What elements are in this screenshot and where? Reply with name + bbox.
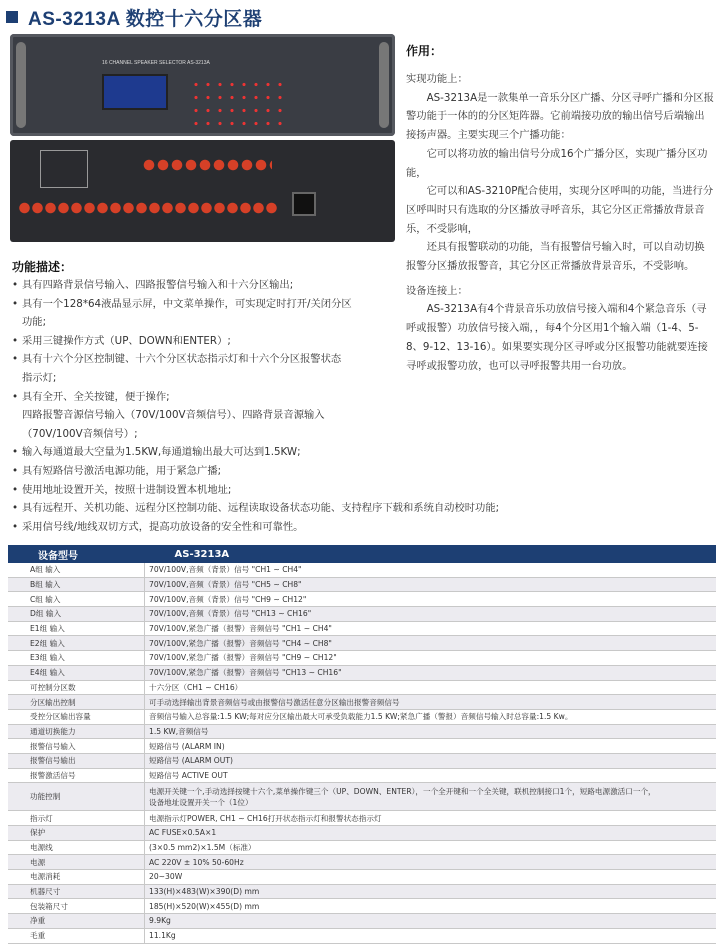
- spec-row: [8, 753, 716, 768]
- spec-value: 11.1Kg: [145, 928, 717, 943]
- spec-row: [8, 840, 716, 855]
- spec-body: [8, 563, 716, 943]
- spec-row: [8, 563, 716, 577]
- connect-label: 设备连接上：: [406, 284, 468, 297]
- spec-value: 70V/100V,紧急广播（报警）音频信号 "CH9 ~ CH12": [145, 651, 717, 666]
- spec-key: D组 输入: [8, 607, 145, 622]
- spec-key: B组 输入: [8, 577, 145, 592]
- input-terminals: [142, 152, 272, 182]
- spec-row: [8, 811, 716, 826]
- spec-value-line: 设备地址设置开关一个（1位）: [149, 797, 253, 807]
- spec-key: 指示灯: [8, 811, 145, 826]
- spec-row: [8, 870, 716, 885]
- rear-connector-panel: [40, 150, 88, 188]
- spec-value: 9.9Kg: [145, 914, 717, 929]
- spec-value: 1.5 KW,音频信号: [145, 724, 717, 739]
- spec-table: [8, 545, 716, 944]
- lcd-screen: [102, 74, 168, 110]
- spec-row: [8, 899, 716, 914]
- spec-key: 通道切换能力: [8, 724, 145, 739]
- spec-row: [8, 884, 716, 899]
- spec-row: [8, 914, 716, 929]
- spec-key: E3组 输入: [8, 651, 145, 666]
- spec-value: 可手动选择输出背景音频信号或由报警信号激活任意分区输出报警音频信号: [145, 695, 717, 710]
- feature-item: • 具有短路信号激活电源功能，用于紧急广播;: [12, 464, 222, 477]
- spec-value: 70V/100V,紧急广播（报警）音频信号 "CH13 ~ CH16": [145, 665, 717, 680]
- spec-value: 70V/100V,音频（背景）信号 "CH13 ~ CH16": [145, 607, 717, 622]
- spec-value: 70V/100V,紧急广播（报警）音频信号 "CH4 ~ CH8": [145, 636, 717, 651]
- features-title: 功能描述：: [12, 260, 73, 274]
- spec-row: [8, 577, 716, 592]
- feature-item: • 具有四路背景信号输入、四路报警信号输入和十六分区输出;: [12, 279, 294, 291]
- spec-row: [8, 680, 716, 695]
- output-terminals: [18, 196, 278, 220]
- spec-key: 电源: [8, 855, 145, 870]
- spec-value: 电源指示灯POWER, CH1 ~ CH16打开状态指示灯和报警状态指示灯: [145, 811, 717, 826]
- spec-key: 包装箱尺寸: [8, 899, 145, 914]
- spec-row: [8, 783, 716, 811]
- spec-value: 音频信号输入总容量:1.5 KW;每对应分区输出最大可承受负载能力1.5 KW;紧急广播（警报）音频信号输入时总容量:1.5 Kw。: [145, 709, 717, 724]
- spec-header-value: AS-3213A: [145, 545, 717, 563]
- feature-item: • 具有十六个分区控制键、十六个分区状态指示灯和十六个分区报警状态 指示灯;: [12, 353, 342, 384]
- spec-header-key: 设备型号: [8, 545, 145, 563]
- feature-item: • 采用信号线/地线双切方式，提高功放设备的安全性和可靠性。: [12, 520, 304, 533]
- spec-key: 电源消耗: [8, 870, 145, 885]
- spec-value: 70V/100V,紧急广播（报警）音频信号 "CH1 ~ CH4": [145, 621, 717, 636]
- spec-header-row: [8, 545, 716, 563]
- spec-key: 受控分区输出容量: [8, 709, 145, 724]
- spec-row: [8, 724, 716, 739]
- functions-paragraph: AS-3213A是一款集单一音乐分区广播、分区寻呼广播和分区报警功能于一体的的分区矩阵器。它前端接功放的输出信号后端输出接扬声器。主要实现三个广播功能：: [406, 91, 714, 142]
- spec-key: A组 输入: [8, 563, 145, 577]
- spec-key: 报警信号输入: [8, 739, 145, 754]
- page-title: [6, 6, 262, 28]
- spec-key: 可控制分区数: [8, 680, 145, 695]
- spec-value: 70V/100V,音频（背景）信号 "CH9 ~ CH12": [145, 592, 717, 607]
- spec-key: 功能控制: [8, 783, 145, 811]
- spec-row: [8, 826, 716, 841]
- spec-value-line: 电源开关键一个,手动选择按键十六个,菜单操作键三个（UP、DOWN、ENTER），一个全开键和一个全关键，联机控制接口1个，短路电源激活口一个，: [149, 786, 656, 796]
- spec-value: 70V/100V,音频（背景）信号 "CH1 ~ CH4": [145, 563, 717, 577]
- power-socket: [292, 192, 316, 216]
- spec-row: [8, 855, 716, 870]
- feature-item: • 使用地址设置开关，按照十进制设置本机地址;: [12, 483, 232, 496]
- title-text: AS-3213A 数控十六分区器: [28, 8, 263, 30]
- functions-title: 作用：: [406, 44, 443, 58]
- spec-row: [8, 665, 716, 680]
- spec-value: AC FUSE×0.5A×1: [145, 826, 717, 841]
- front-panel-label: 16 CHANNEL SPEAKER SELECTOR AS-3213A: [102, 60, 210, 66]
- rack-handle-left: [16, 42, 26, 128]
- feature-item: • 具有全开、全关按键，便于操作; 四路报警音源信号输入（70V/100V音频信号）、四路背景音源输入 （70V/100V音频信号）;: [12, 390, 325, 440]
- spec-key: 报警激活信号: [8, 768, 145, 783]
- spec-value: 十六分区（CH1 ~ CH16）: [145, 680, 717, 695]
- status-led-grid: [190, 78, 290, 132]
- spec-value: 短路信号 ACTIVE OUT: [145, 768, 717, 783]
- spec-key: 机器尺寸: [8, 884, 145, 899]
- device-rear-panel-image: [10, 140, 395, 242]
- spec-key: 报警信号输出: [8, 753, 145, 768]
- spec-row: [8, 621, 716, 636]
- functions-paragraph: 还具有报警联动的功能，当有报警信号输入时，可以自动切换报警分区播放报警音，其它分区正常播放背景音乐，不受影响。: [406, 241, 705, 273]
- spec-value: 133(H)×483(W)×390(D) mm: [145, 884, 717, 899]
- spec-key: 毛重: [8, 928, 145, 943]
- spec-value: 20~30W: [145, 870, 717, 885]
- spec-key: E2组 输入: [8, 636, 145, 651]
- spec-row: [8, 739, 716, 754]
- feature-item: • 采用三键操作方式（UP、DOWN和ENTER）;: [12, 334, 231, 347]
- spec-row: [8, 592, 716, 607]
- feature-item: • 输入每通道最大空量为1.5KW,每通道输出最大可达到1.5KW;: [12, 446, 301, 459]
- features-list: [10, 276, 590, 536]
- connect-text: AS-3213A有4个背景音乐功放信号接入端和4个紧急音乐（寻呼或报警）功放信号接入端，，每4个分区用1个输入端（1-4、5-8、9-12、13-16）。如果要实现分区寻呼或分区报警功能就要连接寻呼或报警功放，也可以寻呼报警共用一台功放。: [406, 303, 708, 372]
- spec-row: [8, 695, 716, 710]
- device-front-panel-image: [10, 34, 395, 136]
- spec-key: 分区输出控制: [8, 695, 145, 710]
- spec-value: [145, 783, 717, 811]
- spec-value: 短路信号 (ALARM OUT): [145, 753, 717, 768]
- spec-value: 70V/100V,音频（背景）信号 "CH5 ~ CH8": [145, 577, 717, 592]
- spec-key: E4组 输入: [8, 665, 145, 680]
- spec-key: 电源线: [8, 840, 145, 855]
- spec-row: [8, 709, 716, 724]
- feature-item: • 具有一个128*64液晶显示屏，中文菜单操作，可实现定时打开/关闭分区 功能;: [12, 297, 352, 329]
- spec-row: [8, 607, 716, 622]
- functions-paragraph: 它可以和AS-3210P配合使用，实现分区呼叫的功能，当进行分区呼叫时只有选取的分区播放寻呼音乐，其它分区正常播放背景音乐，不受影响，: [406, 185, 714, 235]
- functions-paragraph: 它可以将功放的输出信号分成16个广播分区，实现广播分区功能，: [406, 147, 708, 179]
- spec-key: 净重: [8, 914, 145, 929]
- intro-label: 实现功能上：: [406, 73, 468, 85]
- feature-item: • 具有远程开、关机功能、远程分区控制功能、远程读取设备状态功能、支持程序下载和系统自动校时功能;: [12, 502, 500, 515]
- spec-value: 短路信号 (ALARM IN): [145, 739, 717, 754]
- title-bullet-square: [6, 11, 18, 23]
- spec-value: (3×0.5 mm2)×1.5M（标准）: [145, 840, 717, 855]
- spec-value: 185(H)×520(W)×455(D) mm: [145, 899, 717, 914]
- spec-key: C组 输入: [8, 592, 145, 607]
- spec-key: E1组 输入: [8, 621, 145, 636]
- spec-row: [8, 636, 716, 651]
- spec-row: [8, 651, 716, 666]
- spec-row: [8, 768, 716, 783]
- spec-value: AC 220V ± 10% 50-60Hz: [145, 855, 717, 870]
- spec-key: 保护: [8, 826, 145, 841]
- rack-handle-right: [379, 42, 389, 128]
